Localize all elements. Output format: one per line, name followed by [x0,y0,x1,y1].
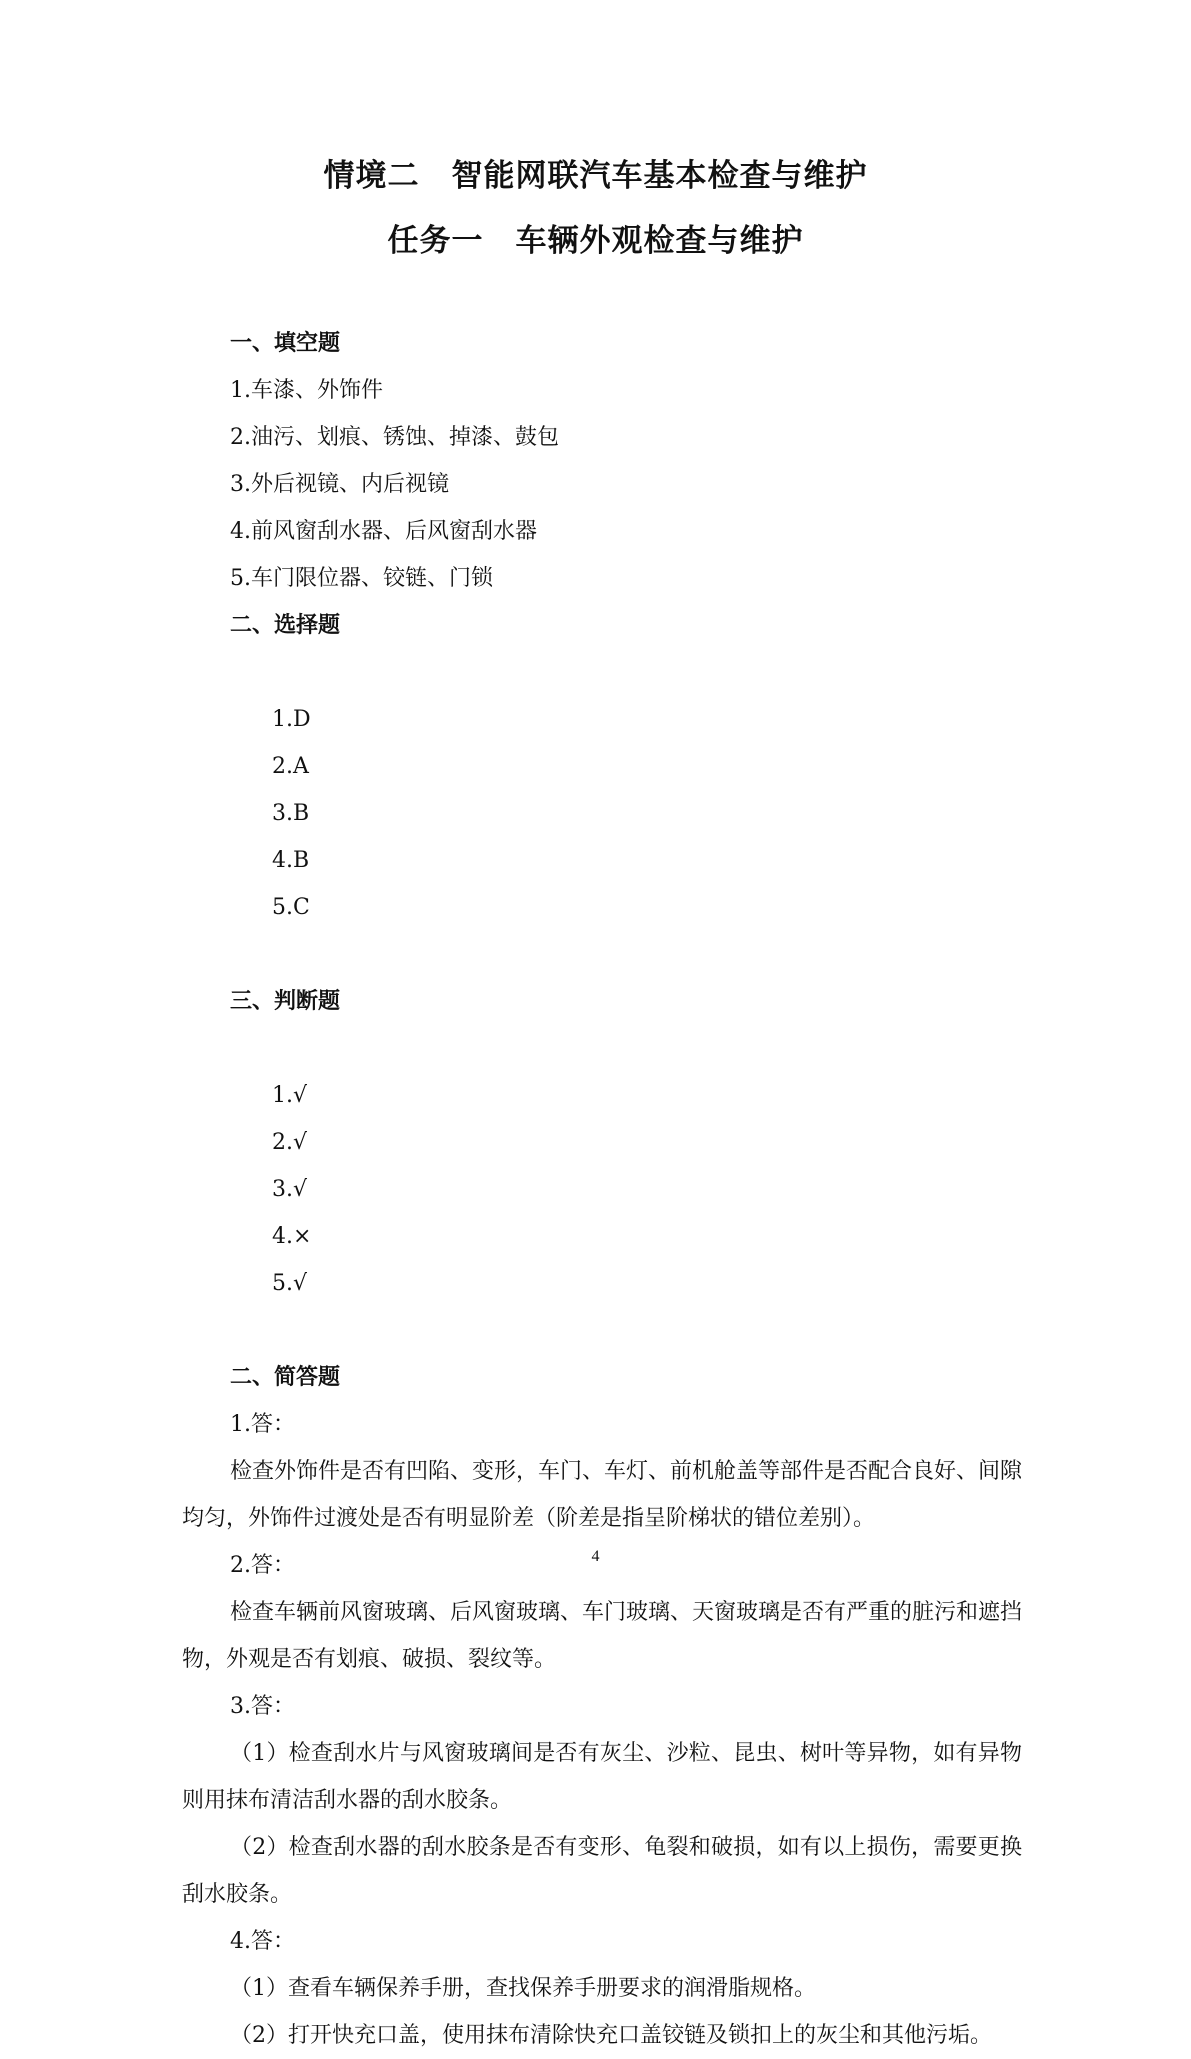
choice-answer-3: 3.B [271,801,310,826]
short-answer-text-1: 检查外饰件是否有凹陷、变形，车门、车灯、前机舱盖等部件是否配合良好、间隙均匀，外饰件过渡处是否有明显阶差（阶差是指呈阶梯状的错位差别）。 [182,1459,1023,1531]
short-answer-label-2: 2.答： [230,1553,295,1578]
section-heading-true-false: 三、判断题 [230,989,341,1014]
section-heading-fill-blank: 一、填空题 [230,331,341,356]
multiple-choice-answers [182,649,1022,978]
fill-blank-item-5: 5.车门限位器、铰链、门锁 [230,566,493,591]
choice-answer-1: 1.D [271,707,311,732]
true-false-answers [182,1025,1022,1354]
judge-answer-4: 4.× [271,1224,312,1249]
short-answer-text-2: 检查车辆前风窗玻璃、后风窗玻璃、车门玻璃、天窗玻璃是否有严重的脏污和遮挡物，外观是否有划痕、破损、裂纹等。 [182,1600,1023,1672]
page-number: 4 [591,1548,600,1565]
fill-blank-item-4: 4.前风窗刮水器、后风窗刮水器 [230,519,537,544]
chapter-title: 情境二 智能网联汽车基本检查与维护 [323,158,868,194]
choice-answer-5: 5.C [271,895,310,920]
short-answer-text-4-part-1: （1）查看车辆保养手册，查找保养手册要求的润滑脂规格。 [230,1976,816,2001]
judge-answer-5: 5.√ [271,1271,307,1296]
short-answer-label-4: 4.答： [230,1929,295,1954]
fill-blank-item-3: 3.外后视镜、内后视镜 [230,472,449,497]
judge-answer-1: 1.√ [271,1083,307,1108]
judge-answer-2: 2.√ [271,1130,307,1155]
section-heading-short-answer: 二、简答题 [230,1365,341,1390]
fill-blank-item-2: 2.油污、划痕、锈蚀、掉漆、鼓包 [230,425,559,450]
short-answer-label-1: 1.答： [230,1412,295,1437]
answer-content [182,320,1022,2059]
judge-answer-3: 3.√ [271,1177,307,1202]
fill-blank-item-1: 1.车漆、外饰件 [230,378,383,403]
short-answer-label-3: 3.答： [230,1694,295,1719]
choice-answer-2: 2.A [271,754,309,779]
choice-answer-4: 4.B [271,848,310,873]
task-title: 任务一 车辆外观检查与维护 [387,223,804,259]
section-heading-multiple-choice: 二、选择题 [230,613,341,638]
short-answer-text-3-part-1: （1）检查刮水片与风窗玻璃间是否有灰尘、沙粒、昆虫、树叶等异物，如有异物则用抹布清洁刮水器的刮水胶条。 [182,1741,1022,1813]
short-answer-text-4-part-2: （2）打开快充口盖，使用抹布清除快充口盖铰链及锁扣上的灰尘和其他污垢。 [230,2023,992,2048]
short-answer-text-3-part-2: （2）检查刮水器的刮水胶条是否有变形、龟裂和破损，如有以上损伤，需要更换刮水胶条。 [182,1835,1022,1907]
